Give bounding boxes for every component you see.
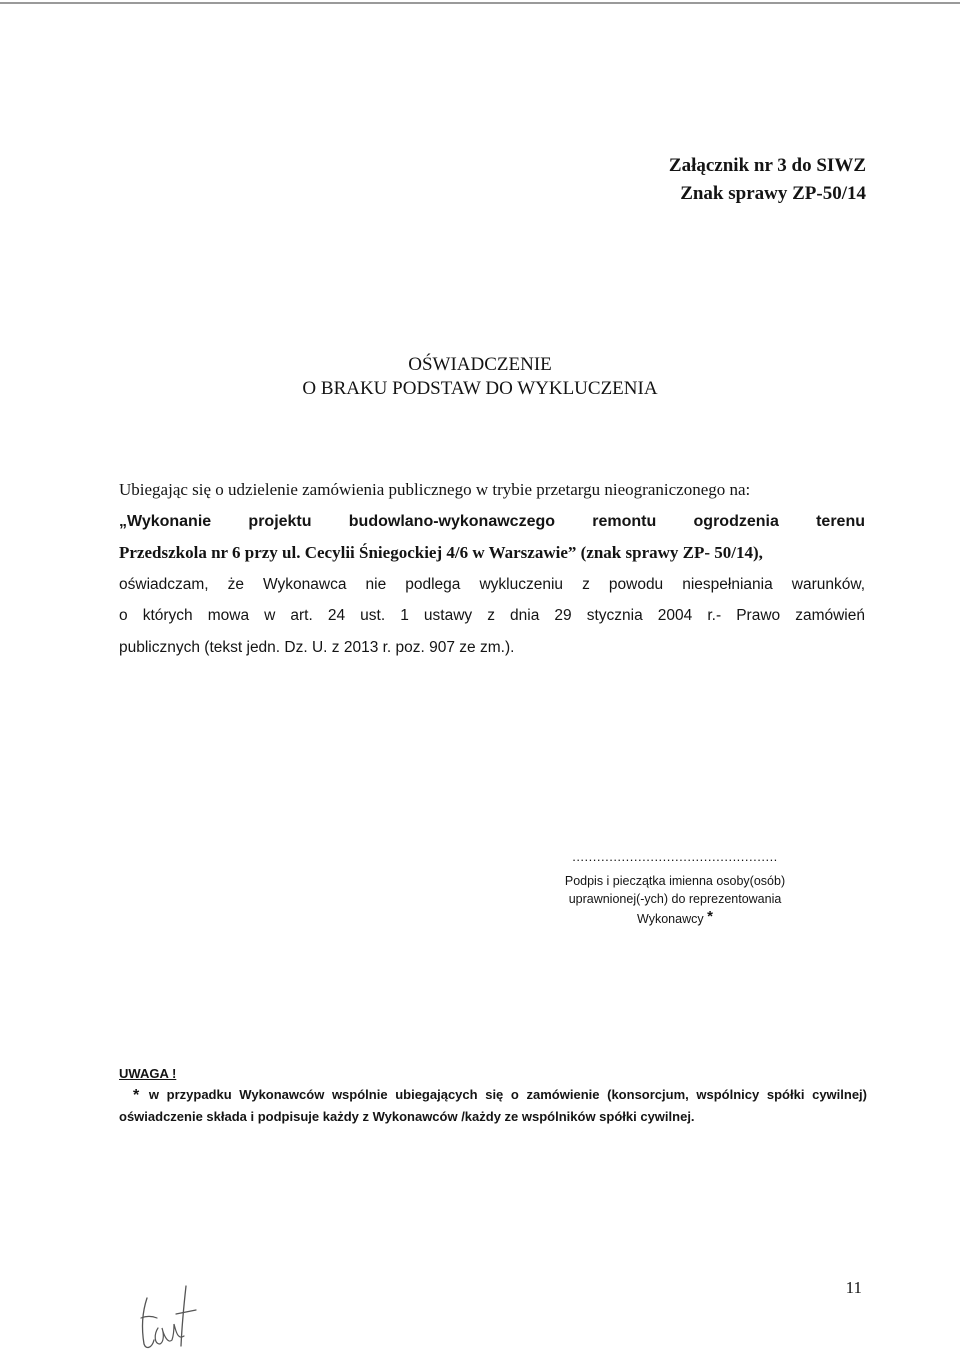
signature-caption-line-1: Podpis i pieczątka imienna osoby(osób) <box>564 874 786 888</box>
attachment-label: Załącznik nr 3 do SIWZ <box>668 155 866 176</box>
body-line-2: „Wykonanie projektu budowlano-wykonawczego remontu ogrodzenia terenu <box>119 512 865 530</box>
signature-caption-line-2: uprawnionej(-ych) do reprezentowania <box>568 892 782 906</box>
body-line-3: Przedszkola nr 6 przy ul. Cecylii Śniegockiej 4/6 w Warszawie” (znak sprawy ZP- 50/14), <box>119 543 763 562</box>
body-line-1: Ubiegając się o udzielenie zamówienia publicznego w trybie przetargu nieograniczonego na: <box>119 480 751 499</box>
handwritten-initials <box>138 1280 200 1352</box>
title-line-1: OŚWIADCZENIE <box>408 354 552 375</box>
signature-dotted-line: .................................................. <box>572 849 778 864</box>
page-number: 11 <box>845 1278 862 1297</box>
notice-text: w przypadku Wykonawców wspólnie ubiegających się o zamówienie (konsorcjum, wspólnicy spółki cywilnej) oświadczenie składa i podpisuje każdy z Wykonawców /każdy ze wspólników spółki cywilnej. <box>119 1087 867 1124</box>
signature-footnote-marker: * <box>707 908 713 925</box>
page-top-border <box>0 2 960 4</box>
case-number: Znak sprawy ZP-50/14 <box>680 183 866 204</box>
notice-label: UWAGA ! <box>119 1066 177 1081</box>
title-line-2: O BRAKU PODSTAW DO WYKLUCZENIA <box>302 378 658 399</box>
signature-caption-line-3: Wykonawcy <box>637 912 704 926</box>
notice-text-wrapper <box>119 1084 867 1127</box>
notice-footnote-marker: * <box>133 1087 140 1104</box>
document-header <box>669 152 866 208</box>
body-line-6: publicznych (tekst jedn. Dz. U. z 2013 r. poz. 907 ze zm.). <box>119 638 515 656</box>
document-title <box>0 353 960 401</box>
statement-body <box>119 474 865 663</box>
notice-block <box>119 1063 867 1127</box>
body-line-5: o których mowa w art. 24 ust. 1 ustawy z dnia 29 stycznia 2004 r.- Prawo zamówień <box>119 607 865 624</box>
signature-block <box>537 848 813 928</box>
body-line-4: oświadczam, że Wykonawca nie podlega wykluczeniu z powodu niespełniania warunków, <box>119 575 865 593</box>
